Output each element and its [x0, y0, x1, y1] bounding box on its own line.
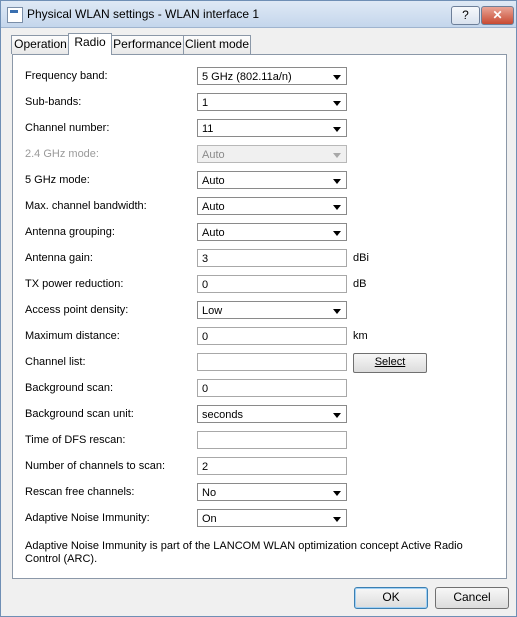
chevron-down-icon: [333, 205, 341, 210]
title-bar[interactable]: [1, 1, 516, 28]
ghz24-mode-label: 2.4 GHz mode:: [25, 148, 99, 160]
select-button-label: Select: [374, 356, 406, 368]
tab-client-mode[interactable]: Client mode: [183, 35, 251, 54]
channel-list-input[interactable]: [197, 353, 347, 371]
ghz5-mode-select[interactable]: [197, 171, 347, 189]
sub-bands-value: 1: [202, 97, 209, 109]
ghz24-mode-select: [197, 145, 347, 163]
frequency-band-label: Frequency band:: [25, 70, 108, 82]
background-scan-input[interactable]: 0: [197, 379, 347, 397]
number-of-channels-label: Number of channels to scan:: [25, 460, 166, 472]
adaptive-noise-immunity-value: On: [202, 513, 217, 525]
chevron-down-icon: [333, 413, 341, 418]
background-scan-unit-value: seconds: [202, 409, 243, 421]
antenna-gain-label: Antenna gain:: [25, 252, 93, 264]
close-button[interactable]: ✕: [481, 6, 514, 25]
frequency-band-select[interactable]: [197, 67, 347, 85]
rescan-free-channels-select[interactable]: [197, 483, 347, 501]
chevron-down-icon: [333, 179, 341, 184]
time-of-dfs-rescan-label: Time of DFS rescan:: [25, 434, 126, 446]
ghz5-mode-value: Auto: [202, 175, 225, 187]
adaptive-noise-immunity-select[interactable]: [197, 509, 347, 527]
ghz5-mode-label: 5 GHz mode:: [25, 174, 90, 186]
window-title: Physical WLAN settings - WLAN interface 1: [27, 7, 260, 21]
rescan-free-channels-value: No: [202, 487, 217, 499]
chevron-down-icon: [333, 127, 341, 132]
app-window-icon: [7, 7, 23, 23]
tx-power-reduction-input[interactable]: 0: [197, 275, 347, 293]
channel-number-select[interactable]: [197, 119, 347, 137]
maximum-distance-input[interactable]: 0: [197, 327, 347, 345]
chevron-down-icon: [333, 309, 341, 314]
chevron-down-icon: [333, 75, 341, 80]
access-point-density-label: Access point density:: [25, 304, 129, 316]
max-channel-bandwidth-select[interactable]: [197, 197, 347, 215]
cancel-button[interactable]: Cancel: [435, 587, 509, 609]
number-of-channels-input[interactable]: 2: [197, 457, 347, 475]
arc-info-text: Adaptive Noise Immunity is part of the LANCOM WLAN optimization concept Active Radio Control (ARC).: [25, 540, 463, 565]
chevron-down-icon: [333, 231, 341, 236]
sub-bands-select[interactable]: [197, 93, 347, 111]
adaptive-noise-immunity-label: Adaptive Noise Immunity:: [25, 512, 150, 524]
antenna-grouping-select[interactable]: [197, 223, 347, 241]
antenna-grouping-value: Auto: [202, 227, 225, 239]
antenna-gain-unit: dBi: [353, 252, 369, 264]
channel-number-value: 11: [202, 123, 214, 135]
tab-operation[interactable]: Operation: [11, 35, 70, 54]
select-channels-button[interactable]: [353, 353, 427, 373]
background-scan-unit-select[interactable]: [197, 405, 347, 423]
chevron-down-icon: [333, 517, 341, 522]
max-channel-bandwidth-value: Auto: [202, 201, 225, 213]
antenna-gain-input[interactable]: 3: [197, 249, 347, 267]
tx-power-reduction-unit: dB: [353, 278, 367, 290]
access-point-density-select[interactable]: [197, 301, 347, 319]
background-scan-label: Background scan:: [25, 382, 114, 394]
background-scan-unit-label: Background scan unit:: [25, 408, 134, 420]
channel-list-label: Channel list:: [25, 356, 86, 368]
maximum-distance-unit: km: [353, 330, 368, 342]
chevron-down-icon: [333, 491, 341, 496]
tab-performance[interactable]: Performance: [111, 35, 184, 54]
time-of-dfs-rescan-input[interactable]: [197, 431, 347, 449]
tx-power-reduction-label: TX power reduction:: [25, 278, 124, 290]
maximum-distance-label: Maximum distance:: [25, 330, 120, 342]
rescan-free-channels-label: Rescan free channels:: [25, 486, 135, 498]
chevron-down-icon: [333, 101, 341, 106]
sub-bands-label: Sub-bands:: [25, 96, 82, 108]
help-button[interactable]: ?: [451, 6, 480, 25]
max-channel-bandwidth-label: Max. channel bandwidth:: [25, 200, 147, 212]
access-point-density-value: Low: [202, 305, 223, 317]
channel-number-label: Channel number:: [25, 122, 110, 134]
frequency-band-value: 5 GHz (802.11a/n): [202, 71, 292, 83]
tab-radio[interactable]: Radio: [68, 33, 112, 55]
ok-button[interactable]: OK: [354, 587, 428, 609]
chevron-down-icon: [333, 153, 341, 158]
antenna-grouping-label: Antenna grouping:: [25, 226, 115, 238]
ghz24-mode-value: Auto: [202, 149, 225, 161]
